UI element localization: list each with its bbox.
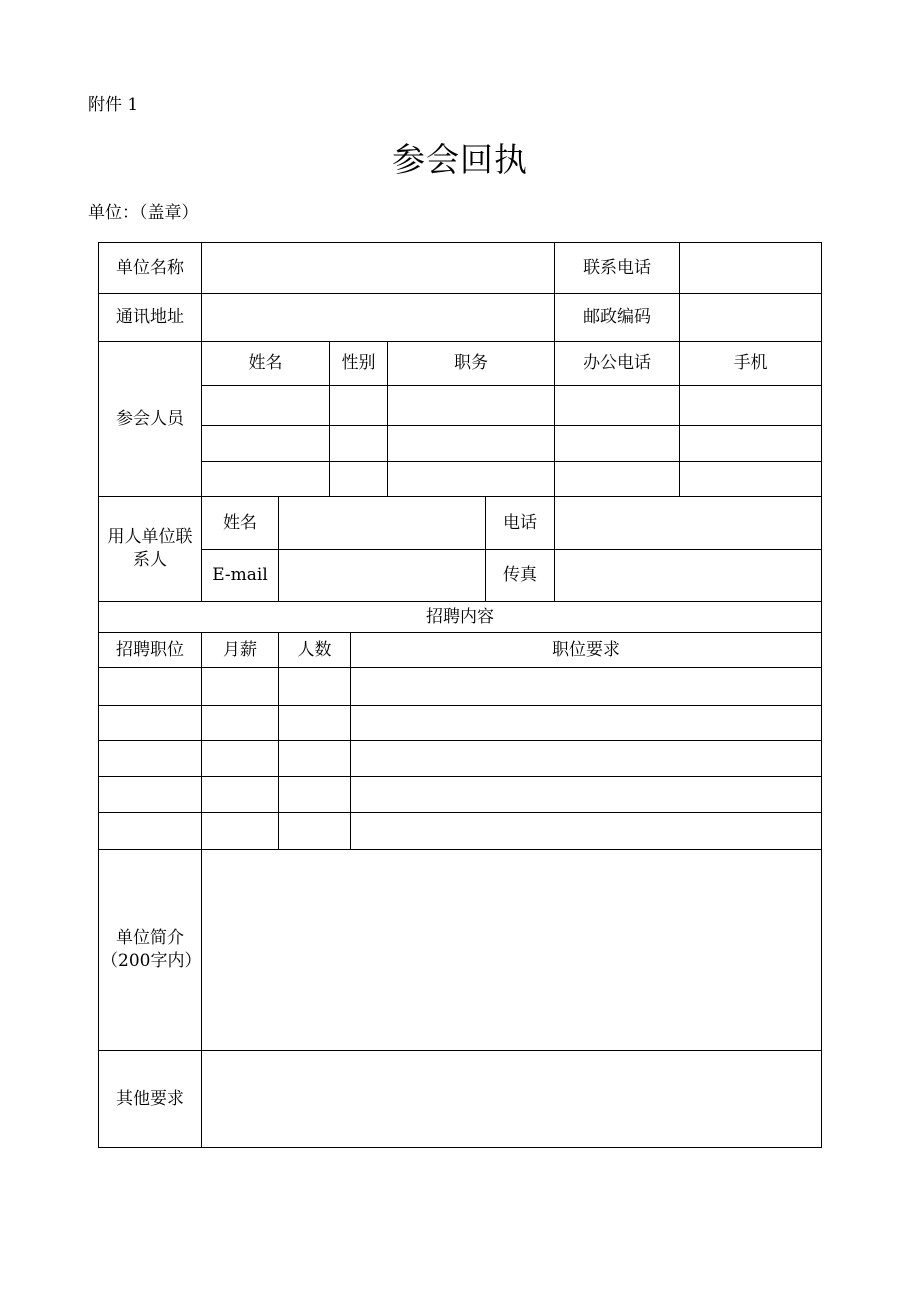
attendee-name-cell[interactable] — [202, 426, 330, 462]
attendee-col-mobile: 手机 — [680, 342, 822, 386]
attendee-title-cell[interactable] — [388, 426, 555, 462]
recruit-section-row — [99, 602, 822, 633]
postcode-label: 邮政编码 — [555, 294, 680, 342]
registration-form — [98, 242, 822, 1148]
recruit-row — [99, 668, 822, 706]
recruit-row — [99, 741, 822, 777]
attendee-title-cell[interactable] — [388, 462, 555, 497]
attendees-label: 参会人员 — [99, 342, 202, 497]
attendee-name-cell[interactable] — [202, 386, 330, 426]
recruit-count-cell[interactable] — [279, 813, 351, 850]
fax-field[interactable] — [555, 550, 822, 602]
contact-phone2-field[interactable] — [555, 497, 822, 550]
attendee-name-cell[interactable] — [202, 462, 330, 497]
recruit-header-row — [99, 633, 822, 668]
recruit-salary-cell[interactable] — [202, 741, 279, 777]
recruit-requirements-cell[interactable] — [351, 813, 822, 850]
recruit-salary-cell[interactable] — [202, 668, 279, 706]
company-intro-label: 单位简介（200字内） — [99, 850, 202, 1051]
attendees-header-row — [99, 342, 822, 386]
company-name-field[interactable] — [202, 243, 555, 294]
address-field[interactable] — [202, 294, 555, 342]
recruit-col-count: 人数 — [279, 633, 351, 668]
attendee-mobile-cell[interactable] — [680, 386, 822, 426]
recruit-count-cell[interactable] — [279, 741, 351, 777]
attendee-col-title: 职务 — [388, 342, 555, 386]
other-requirements-label: 其他要求 — [99, 1051, 202, 1148]
recruit-col-requirements: 职位要求 — [351, 633, 822, 668]
attendee-mobile-cell[interactable] — [680, 462, 822, 497]
recruit-col-position: 招聘职位 — [99, 633, 202, 668]
other-requirements-field[interactable] — [202, 1051, 822, 1148]
attendee-office-phone-cell[interactable] — [555, 426, 680, 462]
recruit-col-salary: 月薪 — [202, 633, 279, 668]
recruit-requirements-cell[interactable] — [351, 668, 822, 706]
recruit-position-cell[interactable] — [99, 813, 202, 850]
email-field[interactable] — [279, 550, 486, 602]
attendee-row — [99, 462, 822, 497]
attendee-gender-cell[interactable] — [330, 462, 388, 497]
contact-phone2-label: 电话 — [486, 497, 555, 550]
page-title: 参会回执 — [392, 140, 528, 179]
address-row — [99, 294, 822, 342]
attendee-mobile-cell[interactable] — [680, 426, 822, 462]
company-intro-field[interactable] — [202, 850, 822, 1051]
recruit-requirements-cell[interactable] — [351, 706, 822, 741]
email-label: E-mail — [202, 550, 279, 602]
recruit-requirements-cell[interactable] — [351, 741, 822, 777]
recruit-count-cell[interactable] — [279, 668, 351, 706]
attendee-gender-cell[interactable] — [330, 386, 388, 426]
recruit-count-cell[interactable] — [279, 706, 351, 741]
recruit-section-label: 招聘内容 — [99, 602, 822, 633]
contact-phone-label: 联系电话 — [555, 243, 680, 294]
recruit-position-cell[interactable] — [99, 777, 202, 813]
employer-contact-row-1 — [99, 497, 822, 550]
contact-name-label: 姓名 — [202, 497, 279, 550]
recruit-salary-cell[interactable] — [202, 777, 279, 813]
contact-phone-field[interactable] — [680, 243, 822, 294]
recruit-row — [99, 777, 822, 813]
attendee-office-phone-cell[interactable] — [555, 462, 680, 497]
attendee-office-phone-cell[interactable] — [555, 386, 680, 426]
unit-stamp-label: 单位：（盖章） — [88, 203, 199, 223]
company-intro-row — [99, 850, 822, 1051]
recruit-position-cell[interactable] — [99, 706, 202, 741]
attachment-label: 附件 1 — [88, 95, 139, 115]
attendee-col-gender: 性别 — [330, 342, 388, 386]
company-name-label: 单位名称 — [99, 243, 202, 294]
recruit-salary-cell[interactable] — [202, 706, 279, 741]
recruit-position-cell[interactable] — [99, 668, 202, 706]
other-requirements-row — [99, 1051, 822, 1148]
fax-label: 传真 — [486, 550, 555, 602]
company-name-row — [99, 243, 822, 294]
attendee-row — [99, 426, 822, 462]
employer-contact-row-2 — [99, 550, 822, 602]
contact-name-field[interactable] — [279, 497, 486, 550]
recruit-requirements-cell[interactable] — [351, 777, 822, 813]
attendee-col-name: 姓名 — [202, 342, 330, 386]
recruit-row — [99, 813, 822, 850]
recruit-position-cell[interactable] — [99, 741, 202, 777]
recruit-row — [99, 706, 822, 741]
recruit-salary-cell[interactable] — [202, 813, 279, 850]
attendee-gender-cell[interactable] — [330, 426, 388, 462]
postcode-field[interactable] — [680, 294, 822, 342]
address-label: 通讯地址 — [99, 294, 202, 342]
employer-contact-label: 用人单位联系人 — [99, 497, 202, 602]
attendee-title-cell[interactable] — [388, 386, 555, 426]
recruit-count-cell[interactable] — [279, 777, 351, 813]
attendee-col-office-phone: 办公电话 — [555, 342, 680, 386]
attendee-row — [99, 386, 822, 426]
